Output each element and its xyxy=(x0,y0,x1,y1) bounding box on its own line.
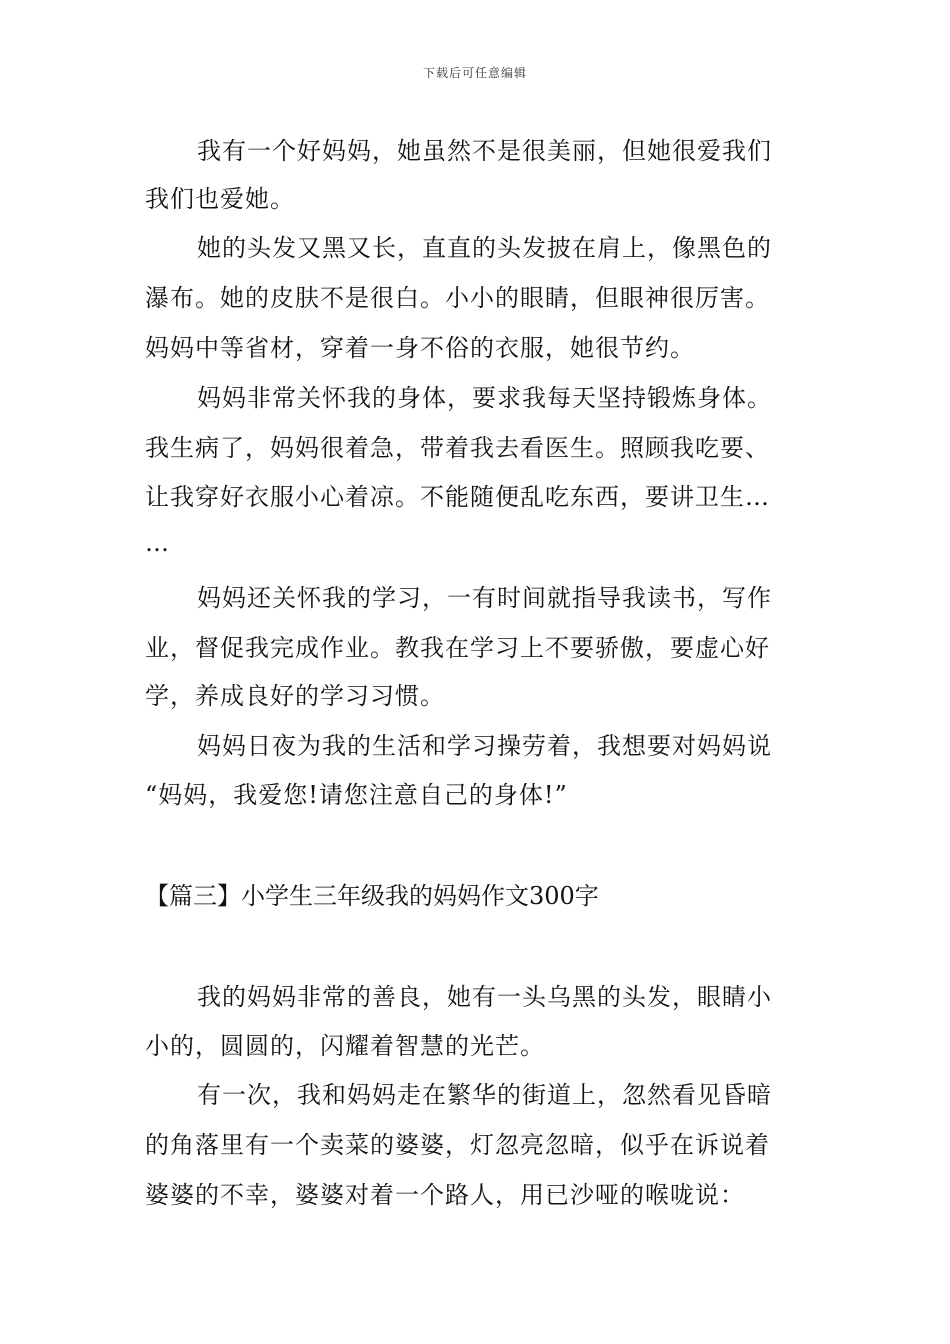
text-line: 妈妈非常关怀我的身体，要求我每天坚持锻炼身体。 xyxy=(197,384,772,412)
text-line: 我们也爱她。 xyxy=(145,185,295,213)
text-line: … xyxy=(145,529,170,557)
text-line: 让我穿好衣服小心着凉。不能随便乱吃东西，要讲卫生… xyxy=(145,483,770,511)
text-line: 她的头发又黑又长，直直的头发披在肩上，像黑色的 xyxy=(197,234,772,262)
text-line: 有一次，我和妈妈走在繁华的街道上，忽然看见昏暗 xyxy=(197,1081,772,1109)
text-line: 妈妈还关怀我的学习，一有时间就指导我读书，写作 xyxy=(197,584,772,612)
text-line: 妈妈中等省材，穿着一身不俗的衣服，她很节约。 xyxy=(145,334,695,362)
text-line: 的角落里有一个卖菜的婆婆，灯忽亮忽暗，似乎在诉说着 xyxy=(145,1131,770,1159)
text-line: 妈妈日夜为我的生活和学习操劳着，我想要对妈妈说 xyxy=(197,732,772,760)
text-line: 我生病了，妈妈很着急，带着我去看医生。照顾我吃要、 xyxy=(145,434,770,462)
text-line: 瀑布。她的皮肤不是很白。小小的眼睛，但眼神很厉害。 xyxy=(145,284,770,312)
text-line: 我的妈妈非常的善良，她有一头乌黑的头发，眼睛小 xyxy=(197,983,772,1011)
text-line: 业，督促我完成作业。教我在学习上不要骄傲，要虚心好 xyxy=(145,634,770,662)
page-header: 下载后可任意编辑 xyxy=(422,66,527,80)
text-line: “妈妈，我爱您!请您注意自己的身体!” xyxy=(145,781,568,809)
text-line: 我有一个好妈妈，她虽然不是很美丽，但她很爱我们 xyxy=(197,137,772,165)
text-line: 婆婆的不幸，婆婆对着一个路人，用已沙哑的喉咙说： xyxy=(145,1181,745,1209)
text-line: 学，养成良好的学习习惯。 xyxy=(145,682,445,710)
text-line: 小的，圆圆的，闪耀着智慧的光芒。 xyxy=(145,1032,545,1060)
section-heading: 【篇三】小学生三年级我的妈妈作文300字 xyxy=(145,882,599,910)
